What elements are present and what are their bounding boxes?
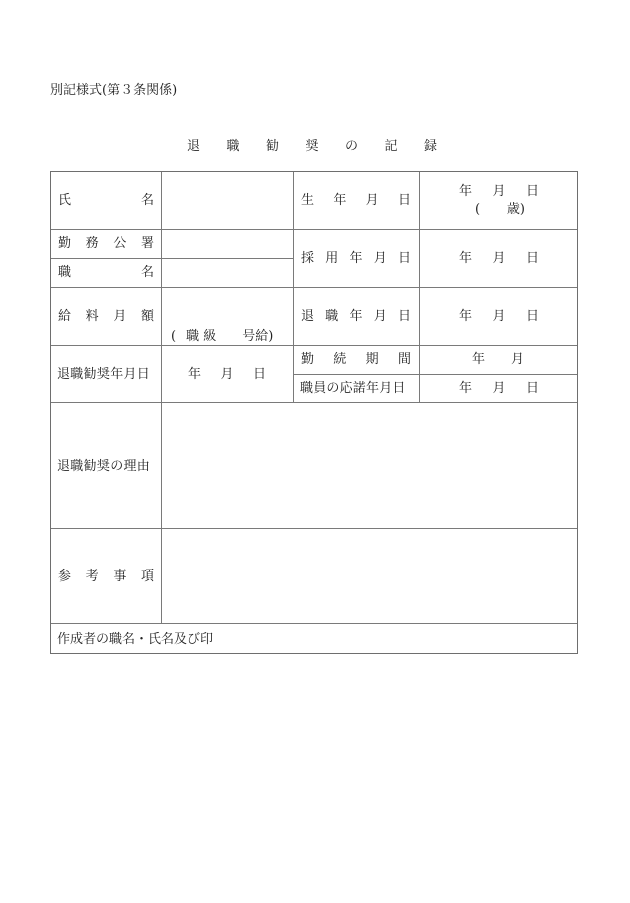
author-field[interactable]	[231, 624, 577, 653]
row-divider	[293, 374, 577, 375]
recommendation-date-value[interactable]: 年 月 日	[188, 367, 266, 382]
row-divider	[51, 345, 577, 346]
recommendation-date-label: 退職勧奨年月日	[57, 367, 151, 382]
col-divider	[293, 172, 294, 402]
title-char: 勧	[266, 139, 280, 154]
title-char: 退	[187, 139, 201, 154]
retirement-date-value[interactable]: 年 月 日	[459, 309, 539, 324]
document-title	[187, 135, 464, 154]
hire-date-label: 採 用 年 月 日	[301, 251, 411, 266]
reason-field[interactable]	[162, 403, 577, 528]
office-field[interactable]	[162, 230, 293, 258]
position-label: 職 名	[58, 265, 154, 280]
birth-date-value[interactable]: 年 月 日	[459, 184, 539, 199]
service-period-label: 勤 続 期 間	[301, 352, 411, 367]
row-divider	[51, 287, 577, 288]
reason-label: 退職勧奨の理由	[57, 459, 151, 474]
office-label: 勤 務 公 署	[58, 236, 154, 251]
name-label: 氏 名	[58, 193, 154, 208]
title-char: 記	[384, 139, 398, 154]
title-char: 奨	[305, 139, 319, 154]
salary-grade-value[interactable]: ( 職 級 号給)	[171, 329, 274, 344]
name-field[interactable]	[162, 172, 293, 229]
record-table	[50, 171, 578, 654]
title-char: 職	[226, 139, 240, 154]
form-reference: 別記様式(第３条関係)	[50, 83, 178, 98]
remarks-label: 参 考 事 項	[58, 569, 154, 584]
row-divider	[51, 229, 577, 230]
hire-date-value[interactable]: 年 月 日	[459, 251, 539, 266]
service-period-value[interactable]: 年 月	[472, 352, 524, 367]
consent-date-label: 職員の応諾年月日	[300, 381, 406, 396]
title-char: 録	[424, 139, 438, 154]
age-value[interactable]: ( 歳)	[475, 202, 525, 217]
remarks-field[interactable]	[162, 529, 577, 623]
consent-date-value[interactable]: 年 月 日	[459, 381, 539, 396]
retirement-date-label: 退 職 年 月 日	[301, 309, 411, 324]
position-field[interactable]	[162, 259, 293, 287]
birth-date-label: 生 年 月 日	[301, 193, 411, 208]
salary-label: 給 料 月 額	[58, 309, 154, 324]
author-label: 作成者の職名・氏名及び印	[57, 632, 214, 647]
title-char: の	[345, 139, 359, 154]
col-divider	[419, 172, 420, 402]
